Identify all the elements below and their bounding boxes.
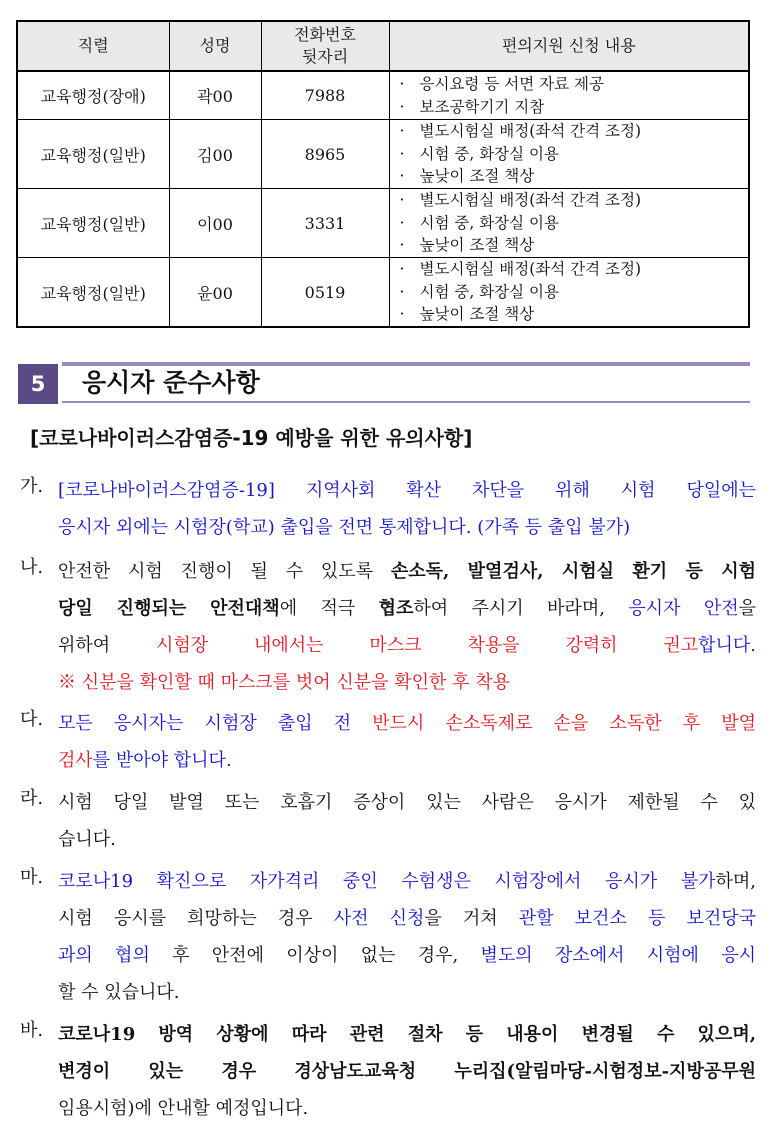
- cell-position: 교육행정(일반): [17, 258, 169, 328]
- cell-name: 곽00: [169, 71, 261, 120]
- item-text-line: 위하여 시험장 내에서는 마스크 착용을 강력히 권고합니다.: [58, 635, 757, 656]
- item-marker: 나.: [20, 557, 44, 578]
- cell-phone: 0519: [261, 258, 389, 328]
- item-text-line: 코로나19 확진으로 자가격리 중인 수험생은 시험장에서 응시가 불가하며,: [58, 871, 756, 892]
- item-text-line: ※ 신분을 확인할 때 마스크를 벗어 신분을 확인한 후 착용: [58, 672, 511, 693]
- notice-item-ma: [20, 863, 756, 1011]
- item-marker: 바.: [20, 1020, 44, 1041]
- section-title: 응시자 준수사항: [82, 368, 260, 397]
- cell-position: 교육행정(일반): [17, 120, 169, 189]
- notice-item-ga: [20, 472, 756, 546]
- notice-item-na: [20, 553, 756, 701]
- item-marker: 라.: [20, 788, 44, 809]
- table-row: [17, 120, 749, 189]
- support-list-item: · 시험 중, 화장실 이용: [399, 282, 559, 301]
- cell-name: 김00: [169, 120, 261, 189]
- support-list-item: · 별도시험실 배정(좌석 간격 조정): [399, 260, 642, 279]
- item-text-line: 습니다.: [58, 829, 116, 850]
- cell-support: [389, 258, 749, 328]
- support-list-item: · 응시요령 등 서면 자료 제공: [399, 75, 604, 93]
- support-list-item: · 높낮이 조절 책상: [399, 236, 535, 255]
- item-text-line: [코로나바이러스감염증-19] 지역사회 확산 차단을 위해 시험 당일에는: [58, 480, 756, 501]
- cell-phone: 3331: [261, 189, 389, 258]
- support-request-table: [16, 20, 750, 328]
- item-text-line: 응시자 외에는 시험장(학교) 출입을 전면 통제합니다. (가족 등 출입 불가): [58, 517, 631, 538]
- section-number-badge: 5: [18, 364, 58, 404]
- cell-support: [389, 71, 749, 120]
- table-row: [17, 189, 749, 258]
- notice-item-ra: [20, 784, 756, 858]
- cell-position: 교육행정(일반): [17, 189, 169, 258]
- table-row: [17, 71, 749, 120]
- item-text-line: 시험 당일 발열 또는 호흡기 증상이 있는 사람은 응시가 제한될 수 있: [58, 792, 756, 813]
- header-support: 편의지원 신청 내용: [389, 21, 749, 71]
- cell-name: 이00: [169, 189, 261, 258]
- cell-support: [389, 189, 749, 258]
- item-marker: 다.: [20, 709, 44, 730]
- item-text-line: 변경이 있는 경우 경상남도교육청 누리집(알림마당-시험정보-지방공무원: [58, 1061, 756, 1082]
- table-header-row: [17, 21, 749, 71]
- table-row: [17, 258, 749, 328]
- support-list-item: · 높낮이 조절 책상: [399, 305, 535, 324]
- header-name: 성명: [169, 21, 261, 71]
- cell-name: 윤00: [169, 258, 261, 328]
- subheading: [코로나바이러스감염증-19 예방을 위한 유의사항]: [30, 426, 473, 450]
- cell-position: 교육행정(장애): [17, 71, 169, 120]
- item-text-line: 모든 응시자는 시험장 출입 전 반드시 손소독제로 손을 소독한 후 발열: [58, 713, 756, 734]
- support-list-item: · 별도시험실 배정(좌석 간격 조정): [399, 122, 642, 141]
- item-text-line: 할 수 있습니다.: [58, 982, 180, 1003]
- header-phone: 전화번호 뒷자리: [261, 21, 389, 71]
- item-text-line: 검사를 받아야 합니다.: [58, 750, 232, 771]
- cell-phone: 7988: [261, 71, 389, 120]
- item-text-line: 당일 진행되는 안전대책에 적극 협조하여 주시기 바라며, 응시자 안전을: [58, 598, 756, 619]
- item-text-line: 코로나19 방역 상황에 따라 관련 절차 등 내용이 변경될 수 있으며,: [58, 1024, 756, 1045]
- item-marker: 가.: [20, 476, 44, 497]
- support-list-item: · 보조공학기기 지참: [399, 97, 545, 116]
- support-list-item: · 시험 중, 화장실 이용: [399, 144, 559, 163]
- item-text-line: 임용시험)에 안내할 예정입니다.: [58, 1098, 309, 1119]
- item-text-line: 안전한 시험 진행이 될 수 있도록 손소독, 발열검사, 시험실 환기 등 시험: [58, 561, 757, 582]
- header-position: 직렬: [17, 21, 169, 71]
- item-text-line: 과의 협의 후 안전에 이상이 없는 경우, 별도의 장소에서 시험에 응시: [58, 945, 756, 966]
- notice-item-ba: [20, 1016, 756, 1127]
- item-marker: 마.: [20, 867, 44, 888]
- cell-phone: 8965: [261, 120, 389, 189]
- section-divider-bottom: [62, 401, 750, 403]
- support-list-item: · 높낮이 조절 책상: [399, 167, 535, 186]
- support-list-item: · 별도시험실 배정(좌석 간격 조정): [399, 191, 642, 210]
- item-text-line: 시험 응시를 희망하는 경우 사전 신청을 거쳐 관할 보건소 등 보건당국: [58, 908, 756, 929]
- support-list-item: · 시험 중, 화장실 이용: [399, 213, 559, 232]
- cell-support: [389, 120, 749, 189]
- notice-item-da: [20, 705, 756, 779]
